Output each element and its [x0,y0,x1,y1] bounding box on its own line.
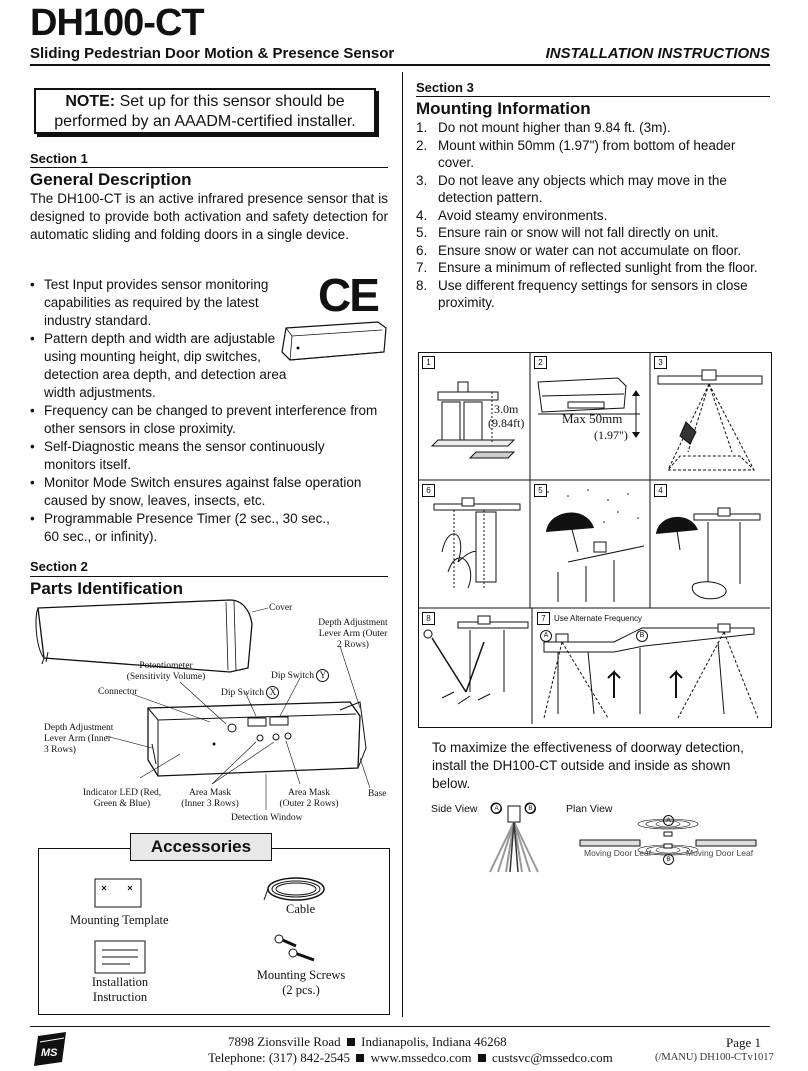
door-leaf-left-label: Moving Door Leaf [584,848,652,858]
mounting-item: 3. Do not leave any objects which may move in the detection pattern. [416,172,727,205]
mounting-item: 8. Use different frequency settings for sensors in close proximity. [416,277,748,310]
part-label-depth-inner: Depth Adjustment Lever Arm (Inner 3 Rows) [44,723,114,755]
figure-number: 8 [422,612,435,625]
figure-number: 1 [422,356,435,369]
part-label-dip-y: Dip Switch Y [271,669,329,682]
section3-title: Mounting Information [416,99,591,118]
section1-description: The DH100-CT is an active infrared presence sensor that is designed to provide both activation and safety detection for automatic sliding and folding doors in a single device. [30,191,388,242]
figure-number: 7 [537,612,550,625]
part-label-potentiometer: Potentiometer (Sensitivity Volume) [126,661,206,682]
header-rule [30,64,770,66]
mounting-item: 5. Ensure rain or snow will not fall directly on unit. [416,225,719,240]
plan-view-b-marker: B [663,854,674,865]
feature-item: • Frequency can be changed to prevent interference from other sensors in close proximity. [30,402,388,438]
mounting-item: 4. Avoid steamy environments. [416,207,608,223]
mounting-screws-label: Mounting Screws (2 pcs.) [256,968,346,997]
section1-label: Section 1 [30,151,88,166]
mounting-item: 7. Ensure a minimum of reflected sunlight from the floor. [416,260,758,275]
doorway-views-diagram [470,800,770,880]
svg-text:MS: MS [41,1047,58,1059]
cable-label: Cable [286,902,316,916]
section3-rule [416,96,770,97]
feature-item: • Test Input provides sensor monitoring capabilities as required by the latest industry standard. [30,276,388,330]
separator-square-icon [347,1038,355,1046]
footer-address: 7898 Zionsville Road Indianapolis, Indiana 46268 [228,1034,507,1049]
door-leaf-right-label: Moving Door Leaf [686,848,754,858]
plan-view-label: Plan View [566,803,613,815]
accessories-title: Accessories [130,833,272,861]
feature-item: • Pattern depth and width are adjustable using mounting height, dip switches, detection area depth, and detection area width adjustments. [30,330,388,402]
fig2-inch-label: (1.97") [594,428,628,442]
part-label-window: Detection Window [231,813,303,823]
mounting-figures [418,352,772,728]
section2-rule [30,576,388,577]
mounting-screws-image [274,934,320,964]
mounting-item: 6. Ensure snow or water can not accumulate on floor. [416,242,742,258]
section1-rule [30,167,388,168]
note-box [34,88,376,134]
figure-number: 2 [534,356,547,369]
figure-number: 3 [654,356,667,369]
ce-mark: CE [318,269,378,321]
footer-contact: Telephone: (317) 842-2545 www.mssedco.com custsvc@mssedco.com [208,1050,613,1065]
document-code: (/MANU) DH100-CTv1017 [655,1052,774,1063]
mounting-item: 1. Do not mount higher than 9.84 ft. (3m). [416,120,671,135]
document-title: DH100-CT [30,2,204,44]
footer-rule [30,1026,770,1027]
installation-instructions-heading: INSTALLATION INSTRUCTIONS [545,45,770,62]
side-view-b-marker: B [525,803,536,814]
document-subtitle: Sliding Pedestrian Door Motion & Presence Sensor [30,45,395,62]
part-label-mask-inner: Area Mask (Inner 3 Rows) [181,788,239,809]
fig1-height-label: 3.0m (9.84ft) [488,402,525,430]
part-label-connector: Connector [98,687,138,697]
installation-instruction-image [94,940,146,974]
section1-title: General Description [30,170,192,189]
part-label-led: Indicator LED (Red, Green & Blue) [82,788,162,809]
installation-instruction-label: Installation Instruction [91,975,149,1004]
dip-y-marker: Y [316,669,329,682]
page-number: Page 1 [726,1035,762,1050]
section3-label: Section 3 [416,80,474,95]
separator-square-icon [478,1054,486,1062]
plan-view-a-marker: A [663,815,674,826]
cable-image [262,874,330,904]
ms-sedco-logo-icon [32,1030,72,1068]
website-link[interactable]: www.mssedco.com [370,1050,472,1065]
feature-item: • Programmable Presence Timer (2 sec., 30 sec., 60 sec., or infinity). [30,510,388,546]
sensor-image [278,318,390,362]
note-label: NOTE: [65,93,116,110]
fig7-b-marker: B [636,630,648,642]
side-view-a-marker: A [491,803,502,814]
figure-number: 5 [534,484,547,497]
separator-square-icon [356,1054,364,1062]
part-label-depth-outer: Depth Adjustment Lever Arm (Outer 2 Rows) [318,618,388,650]
feature-item: • Self-Diagnostic means the sensor continuously monitors itself. [30,438,388,474]
part-label-base: Base [368,789,387,799]
part-label-mask-outer: Area Mask (Outer 2 Rows) [279,788,339,809]
figure-number: 6 [422,484,435,497]
side-view-label: Side View [431,803,478,815]
mounting-list [416,119,768,312]
fig7-a-marker: A [540,630,552,642]
feature-item: • Monitor Mode Switch ensures against false operation caused by snow, leaves, insects, etc. [30,474,388,510]
mounting-template-label: Mounting Template [70,913,169,927]
mounting-item: 2. Mount within 50mm (1.97") from bottom of header cover. [416,137,736,170]
maximize-text: To maximize the effectiveness of doorway detection, install the DH100-CT outside and inside as shown below. [432,740,744,791]
dip-x-marker: X [266,686,279,699]
section2-label: Section 2 [30,559,88,574]
section2-title: Parts Identification [30,579,184,598]
fig7-note: Use Alternate Frequency [554,614,643,623]
fig2-max-label: Max 50mm [562,411,623,426]
part-label-cover: Cover [269,603,293,613]
column-divider [402,72,403,1017]
part-label-dip-x: Dip Switch X [221,686,279,699]
mounting-template-image [94,878,142,908]
email-link[interactable]: custsvc@mssedco.com [492,1050,613,1065]
figure-number: 4 [654,484,667,497]
note-text: Set up for this sensor should be performed by an AAADM-certified installer. [54,93,356,130]
